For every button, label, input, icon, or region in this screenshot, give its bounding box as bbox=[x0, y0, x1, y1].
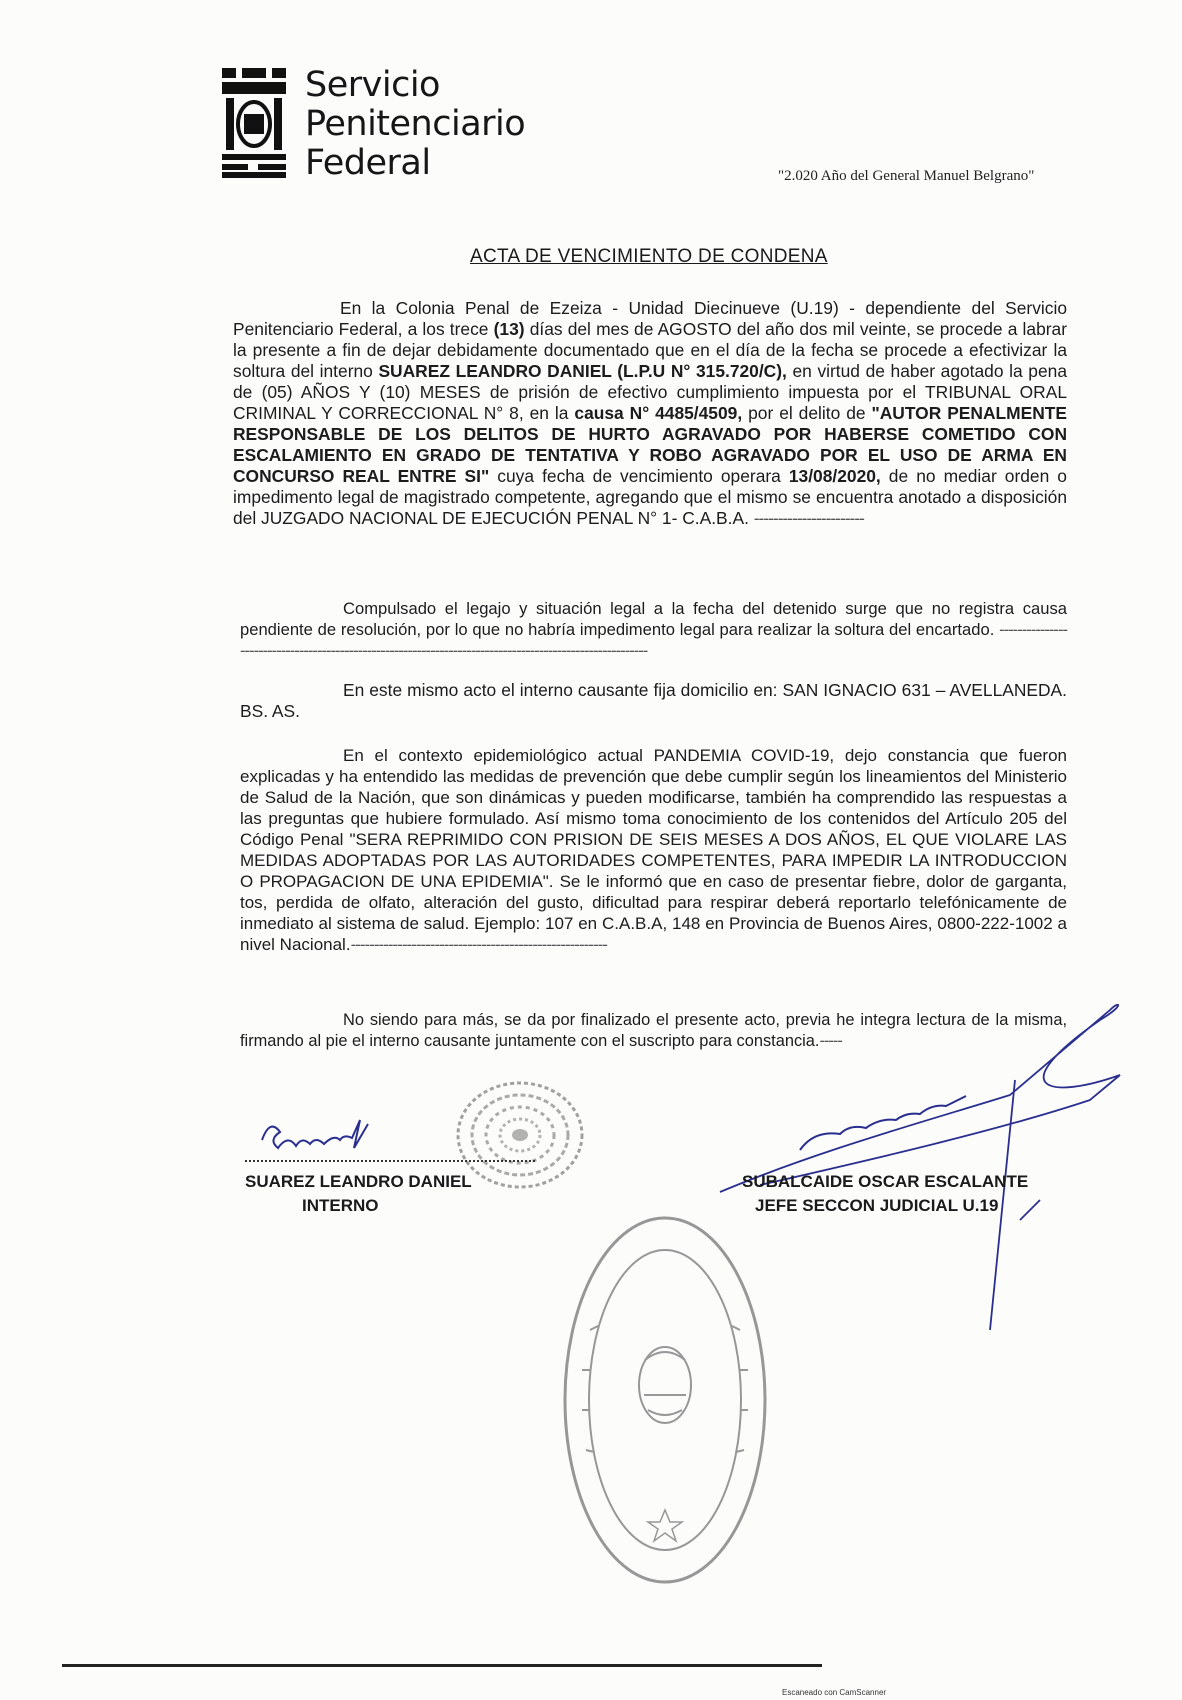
right-signature-mark bbox=[800, 1096, 966, 1150]
p5-dashes: ----- bbox=[819, 1032, 842, 1050]
paragraph-2 bbox=[240, 598, 1067, 661]
right-signer-name: SUBALCAIDE OSCAR ESCALANTE bbox=[742, 1172, 1029, 1191]
brand-line-2: Penitenciario bbox=[305, 104, 526, 144]
left-signer-name: SUAREZ LEANDRO DANIEL bbox=[245, 1172, 472, 1191]
left-signature-mark bbox=[262, 1120, 368, 1148]
right-signer-role: JEFE SECCON JUDICIAL U.19 bbox=[755, 1196, 999, 1215]
p4-dashes: ------------------------------------------------------- bbox=[350, 935, 607, 954]
official-stamp-icon bbox=[560, 1210, 770, 1590]
paragraph-1 bbox=[233, 298, 1067, 529]
p2-text: Compulsado el legajo y situación legal a la fecha del detenido surge que no registra causa pendiente de resolución, por lo que no habría impedimento legal para realizar la soltura del encartado. bbox=[240, 599, 1067, 639]
p4-text: En el contexto epidemiológico actual PANDEMIA COVID-19, dejo constancia que fueron explicadas y ha entendido las medidas de prevención que debe cumplir según los lineamientos del Ministerio de Salud de la Nación, que son dinámicas y pueden modificarse, también ha comprendido las respuestas a las preguntas que hubiere formulado. Así mismo toma conocimiento de los contenidos del Artículo 205 del Código Penal "SERA REPRIMIDO CON PRISION DE SEIS MESES A DOS AÑOS, EL QUE VIOLARE LAS MEDIDAS ADOPTADAS POR LAS AUTORIDADES COMPETENTES, PARA IMPEDIR LA INTRODUCCION O PROPAGACION DE UNA EPIDEMIA". Se le informó que en caso de presentar fiebre, dolor de garganta, tos, perdida de olfato, alteración del gusto, dificultad para respirar deberá reportarlo telefónicamente de inmediato al sistema de salud. Ejemplo: 107 en C.A.B.A, 148 en Provincia de Buenos Aires, 0800-222-1002 a nivel Nacional. bbox=[240, 746, 1067, 954]
signature-line-left bbox=[245, 1160, 535, 1162]
p1-text-c: días del mes de AGOSTO del año dos mil veinte, se procede a labrar la presente a fin de dejar debidamente documentado que en el día de la fecha se procede a efectivizar la soltura del interno bbox=[233, 319, 1068, 381]
paragraph-5 bbox=[240, 1010, 1067, 1052]
p1-inmate-name: SUAREZ LEANDRO DANIEL (L.P.U N° 315.720/C), bbox=[378, 361, 787, 381]
scanner-footer: Escaneado con CamScanner bbox=[782, 1688, 887, 1697]
document-title: ACTA DE VENCIMIENTO DE CONDENA bbox=[470, 246, 828, 267]
brand-line-3: Federal bbox=[305, 143, 431, 183]
p1-text-k: de no mediar orden o impedimento legal de magistrado competente, agregando que el mismo se encuentra anotado a disposición del JUZGADO NACIONAL DE EJECUCIÓN PENAL N° 1- C.A.B.A. bbox=[233, 466, 1067, 528]
header-motto: "2.020 Año del General Manuel Belgrano" bbox=[778, 168, 1035, 184]
spf-crest-icon bbox=[222, 68, 286, 180]
left-signer-role: INTERNO bbox=[302, 1196, 379, 1215]
paragraph-4 bbox=[240, 745, 1067, 955]
p1-case-number: causa N° 4485/4509, bbox=[574, 403, 743, 423]
fingerprint-icon bbox=[458, 1083, 582, 1187]
p1-text-a: En la Colonia Penal de Ezeiza - Unidad Diecinueve (U.19) - dependiente del Servicio Penitenciario Federal, a los trece bbox=[233, 298, 1067, 339]
brand-line-1: Servicio bbox=[305, 65, 440, 105]
p1-day-number: (13) bbox=[493, 319, 525, 339]
p1-text-e: en virtud de haber agotado la pena de (05) AÑOS Y (10) MESES de prisión de efectivo cumplimiento impuesta por el TRIBUNAL ORAL CRIMINAL Y CORRECCIONAL N° 8, en la bbox=[233, 361, 1067, 423]
p2-dashes: --------------------------------------------------------------------------------------------------------- bbox=[240, 620, 1067, 660]
p1-crime: "AUTOR PENALMENTE RESPONSABLE DE LOS DELITOS DE HURTO AGRAVADO POR HABERSE COMETIDO CON ESCALAMIENTO EN GRADO DE TENTATIVA Y ROBO AGRAVADO POR EL USO DE ARMA EN CONCURSO REAL ENTRE SI" bbox=[233, 403, 1068, 486]
right-signature-flourish bbox=[720, 1005, 1120, 1330]
brand-wordmark bbox=[305, 66, 525, 183]
paragraph-3: En este mismo acto el interno causante fija domicilio en: SAN IGNACIO 631 – AVELLANEDA. BS. AS. bbox=[240, 680, 1067, 721]
p1-dashes: ----------------------- bbox=[753, 508, 864, 528]
p1-expiry-date: 13/08/2020, bbox=[788, 466, 881, 486]
p1-text-g: por el delito de bbox=[742, 403, 872, 423]
p1-text-i: cuya fecha de vencimiento operara bbox=[489, 466, 789, 486]
bottom-rule bbox=[62, 1664, 822, 1667]
p5-text: No siendo para más, se da por finalizado el presente acto, previa he integra lectura de la misma, firmando al pie el interno causante juntamente con el suscripto para constancia. bbox=[240, 1011, 1067, 1050]
